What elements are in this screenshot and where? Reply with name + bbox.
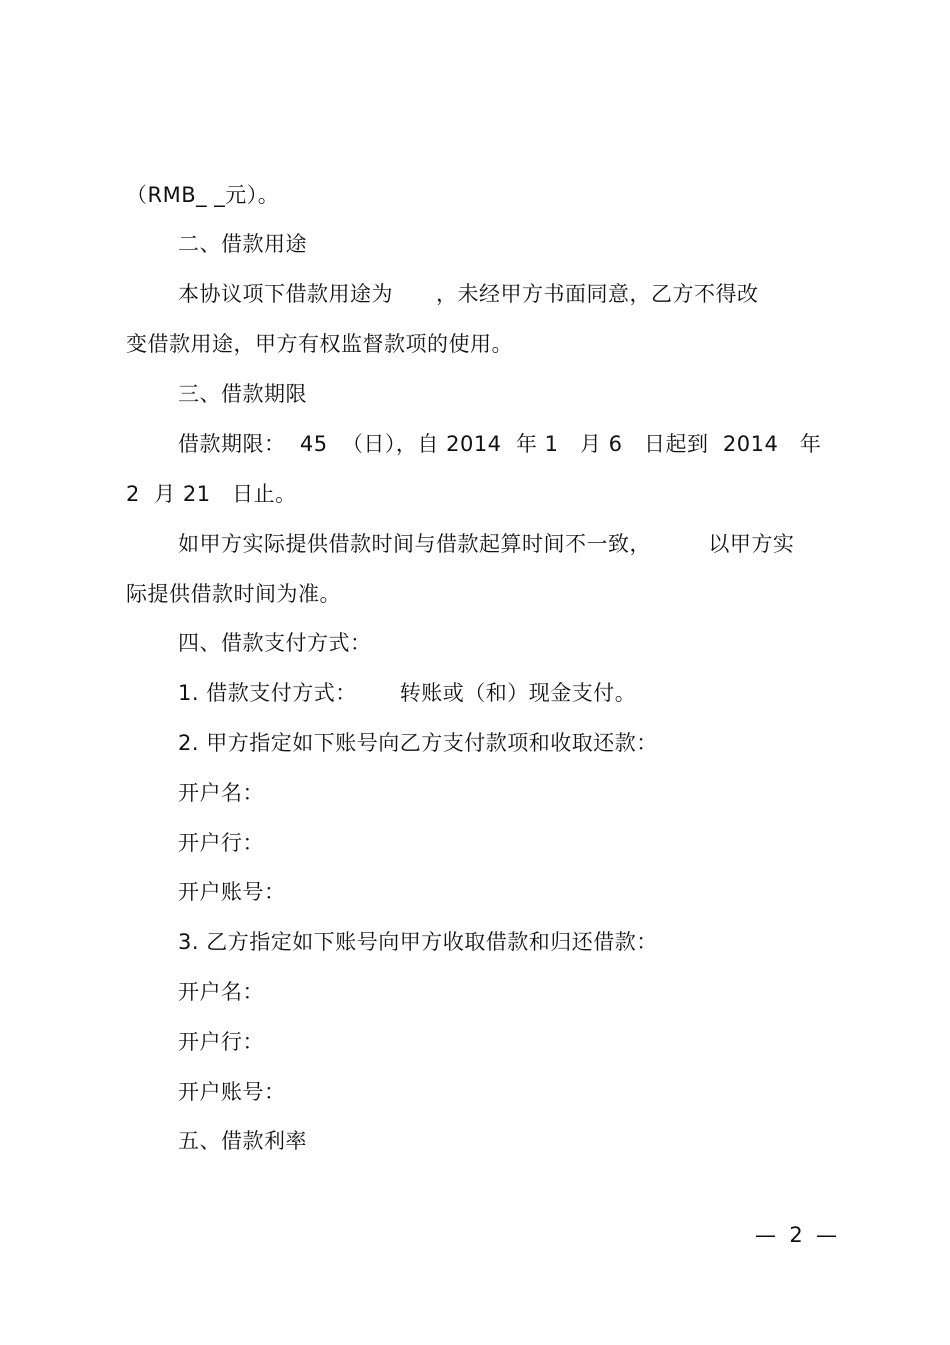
party-a-account-number: 开户账号：	[178, 880, 286, 904]
party-b-account-heading: 3. 乙方指定如下账号向甲方收取借款和归还借款：	[178, 930, 658, 954]
section-heading-term: 三、借款期限	[178, 382, 307, 406]
purpose-text-line-1: 本协议项下借款用途为 ，未经甲方书面同意，乙方不得改	[178, 282, 759, 306]
term-note-line-1: 如甲方实际提供借款时间与借款起算时间不一致， 以甲方实	[178, 532, 795, 556]
term-note-line-2: 际提供借款时间为准。	[126, 582, 341, 606]
page-number: — 2 —	[755, 1223, 838, 1247]
term-text-line-2: 2 月 21 日止。	[126, 482, 297, 506]
amount-line: （RMB_ _元）。	[126, 183, 280, 207]
section-heading-payment: 四、借款支付方式：	[178, 631, 372, 655]
party-b-bank: 开户行：	[178, 1030, 264, 1054]
party-a-account-name: 开户名：	[178, 781, 264, 805]
payment-method: 1. 借款支付方式： 转账或（和）现金支付。	[178, 681, 637, 705]
purpose-text-line-2: 变借款用途，甲方有权监督款项的使用。	[126, 332, 513, 356]
party-a-bank: 开户行：	[178, 831, 264, 855]
party-b-account-number: 开户账号：	[178, 1080, 286, 1104]
term-text-line-1: 借款期限： 45 （日），自 2014 年 1 月 6 日起到 2014 年	[178, 432, 822, 456]
section-heading-purpose: 二、借款用途	[178, 232, 307, 256]
party-a-account-heading: 2. 甲方指定如下账号向乙方支付款项和收取还款：	[178, 731, 658, 755]
section-heading-interest: 五、借款利率	[178, 1129, 307, 1153]
party-b-account-name: 开户名：	[178, 980, 264, 1004]
